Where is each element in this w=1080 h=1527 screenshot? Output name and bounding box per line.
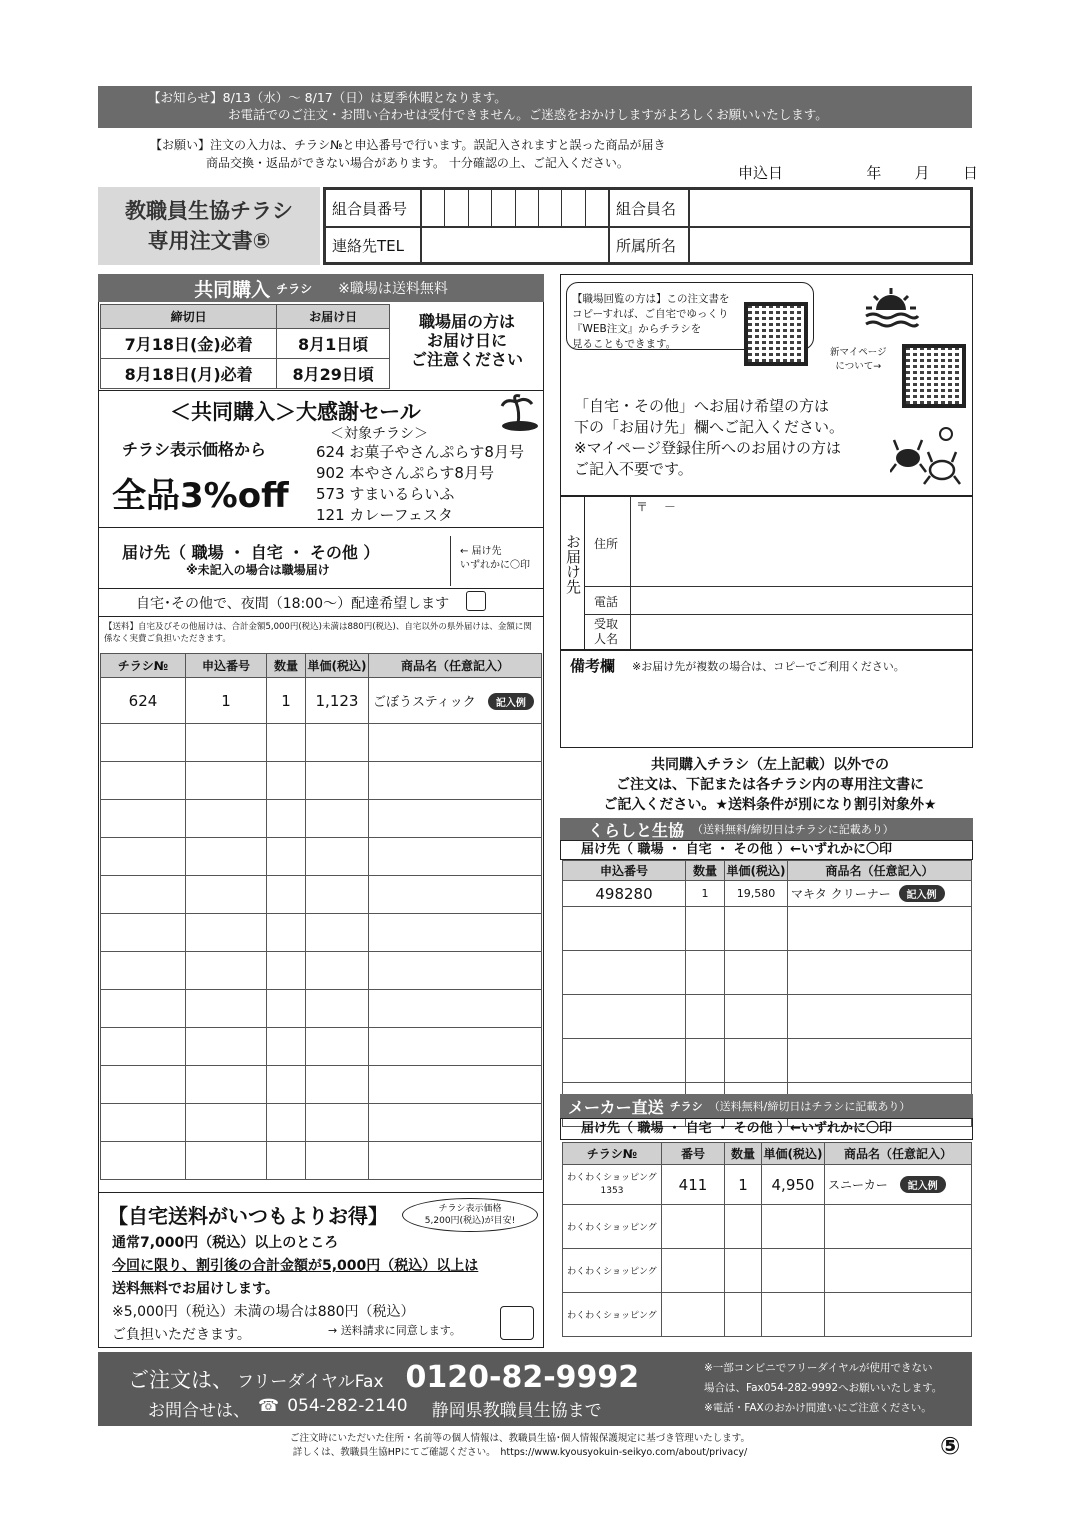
table-row[interactable] [101,838,542,876]
example-flyer: 624 [101,678,186,724]
divider [584,496,585,650]
shipping-note: 【送料】自宅及びその他届けは、合計金額5,000円(税込)未満は880円(税込)、自宅以外の県外届けは、金額に関係なく実費ご負担いただきます。 [104,622,532,644]
web-qr-code-icon[interactable] [744,302,808,366]
maker-header-small: チラシ [669,1100,703,1113]
office-label: 所属所名 [609,227,689,263]
table-row[interactable] [101,1104,542,1142]
joint-header-title: 共同購入 [194,278,271,301]
divider [98,1192,544,1193]
address-side-label: お届け先 [564,534,582,594]
col-flyer: チラシ№ [563,1143,662,1165]
table-row[interactable] [563,1293,972,1337]
joint-dest-note: ※未記入の場合は職場届け [186,563,330,577]
web-line-4: 見ることもできます。 [572,338,677,350]
delivery-col: お届け日 [277,305,390,329]
agree-checkbox[interactable] [500,1306,534,1340]
deadline-col: 締切日 [101,305,277,329]
home-note-3: ※マイページ登録住所へのお届けの方は [574,439,841,457]
home-line-3: 送料無料でお届けします。 [112,1281,279,1297]
apply-date-day[interactable]: 日 [962,164,978,182]
home-line-4: ※5,000円（税込）未満の場合は880円（税込） [112,1304,415,1320]
col-qty: 数量 [267,654,306,678]
dest-arrow-1: ← 届け先 [460,546,502,557]
form-title-line-1: 教職員生協チラシ [125,199,293,223]
joint-dest-label[interactable]: 届け先（ 職場 ・ 自宅 ・ その他 ） [122,543,380,562]
table-row[interactable] [101,724,542,762]
remarks-note: ※お届け先が複数の場合は、コピーでご利用ください。 [632,660,905,673]
col-qty: 数量 [686,861,725,881]
notice-line-1: 【お知らせ】8/13（水）～ 8/17（日）は夏季休暇となります。 [148,90,507,105]
col-price: 単価(税込) [306,654,369,678]
divider [98,616,544,617]
maker-flyer-cell: わくわくショッピング [563,1249,662,1293]
remarks-label: 備考欄 [570,657,616,675]
maker-header-title: メーカー直送 [568,1097,664,1117]
workplace-note-1: 職場届の方は [418,312,515,331]
crab-icon [890,426,966,490]
table-row[interactable] [101,1028,542,1066]
page-number: ⑤ [940,1432,961,1460]
maker-dest[interactable]: 届け先（ 職場 ・ 自宅 ・ その他 ）←いずれかに〇印 [560,1118,973,1140]
table-row [563,1165,972,1205]
home-note-1: 「自宅・その他」へお届け希望の方は [574,397,830,415]
fax-number[interactable]: 0120-82-9992 [405,1360,640,1395]
deadline-row-2: 8月18日(月)必着 [101,359,277,389]
notice-bar [98,86,972,128]
maker-example-badge: 記入例 [900,1176,946,1193]
table-row[interactable] [101,800,542,838]
target-item: 121 カレーフェスタ [316,506,453,524]
home-shipping-title: 【自宅送料がいつもよりお得】 [108,1204,388,1228]
fax-label: フリーダイヤルFax [237,1372,384,1392]
table-row[interactable] [101,952,542,990]
maker-header-note: （送料無料/締切日はチラシに記載あり） [708,1100,911,1113]
target-item: 902 本やさんぷらす8月号 [316,464,494,482]
deadline-table [100,304,390,389]
member-name-label: 組合員名 [609,189,689,227]
recipient-tel-input[interactable] [631,587,973,613]
footer-order [128,1360,639,1395]
postal-label[interactable]: 〒 － [636,500,676,514]
addr-label: 住所 [594,537,619,551]
kurashi-header [560,818,973,840]
target-label: ＜対象チラシ＞ [330,426,428,442]
maker-header [560,1094,973,1118]
target-list [316,442,524,526]
kurashi-order-table [562,860,972,1127]
footer-notes [704,1358,942,1418]
kurashi-example-price: 19,580 [725,881,788,907]
addr-input[interactable] [631,510,973,586]
kurashi-example-qty: 1 [686,881,725,907]
apply-date-year[interactable]: 年 [866,164,882,182]
col-price: 単価(税込) [725,861,788,881]
web-line-3: 『WEB注文』からチラシを [572,323,702,335]
footer-bar [98,1352,972,1426]
table-row[interactable] [101,876,542,914]
recv-label: 受取人名 [594,617,619,646]
kurashi-example-name: マキタ クリーナー [791,887,891,901]
table-row[interactable] [563,907,972,951]
night-label: 自宅･その他で、夜間（18:00～）配達希望します [136,596,450,612]
example-apply: 1 [186,678,267,724]
other-orders-note [570,755,970,815]
table-row [563,881,972,907]
mypage-line-1: 新マイページ [830,347,887,358]
home-note [574,396,844,480]
privacy-line-2[interactable]: 詳しくは、教職員生協HPにてご確認ください。 https://www.kyousyokuin-seikyo.com/about/privacy/ [292,1447,748,1458]
night-checkbox[interactable] [466,591,486,611]
other-line-2: ご注文は、下記または各チラシ内の専用注文書に [616,777,924,793]
table-row[interactable] [563,1249,972,1293]
table-row[interactable] [563,1205,972,1249]
workplace-note [393,312,541,369]
col-no: 番号 [662,1143,725,1165]
maker-example-flyer: わくわくショッピング [567,1172,657,1183]
mypage-qr-code-icon[interactable] [902,344,966,408]
target-item: 573 すまいるらいふ [316,485,455,503]
tel-label-2: 電話 [594,595,619,609]
col-name: 商品名（任意記入） [369,654,542,678]
maker-example-no: 411 [662,1165,725,1205]
web-line-2: コピーすれば、ご自宅でゆっくり [572,308,729,320]
inquiry-label: お問合せは、 [148,1401,250,1421]
dest-arrow [460,545,530,573]
workplace-note-3: ご注意ください [410,350,523,369]
maker-flyer-cell: わくわくショッピング [563,1205,662,1249]
table-row[interactable] [101,990,542,1028]
order-label: ご注文は、 [128,1368,233,1392]
recipient-name-input[interactable] [631,615,973,649]
kurashi-example-badge: 記入例 [899,885,945,902]
member-number-label: 組合員番号 [325,189,421,227]
home-line-1: 通常7,000円（税込）以上のところ [112,1235,339,1251]
home-note-2: 下の「お届け先」欄へご記入ください。 [574,418,845,436]
footer-note-3: ※電話・FAXのおかけ間違いにご注意ください。 [704,1402,932,1414]
joint-header-note: ※職場は送料無料 [338,281,448,297]
sale-from: チラシ表示価格から [122,440,267,459]
col-price: 単価(税込) [762,1143,825,1165]
joint-order-table [100,653,542,1180]
maker-flyer-cell: わくわくショッピング [563,1293,662,1337]
apply-date-month[interactable]: 月 [914,164,930,182]
footer-note-2: 場合は、Fax054-282-9992へお願いいたします。 [704,1382,943,1394]
maker-example-qty: 1 [725,1165,762,1205]
tel-number[interactable]: 054-282-2140 [287,1396,408,1416]
palm-island-icon [498,394,540,434]
bubble-line-1: チラシ表示価格 [438,1204,502,1214]
web-order-text [572,292,730,352]
request-line-1: 【お願い】注文の入力は、チラシ№と申込番号で行います。誤記入されますと誤った商品が届き [150,138,666,152]
sunset-sea-icon [862,284,920,334]
apply-date-label: 申込日 [738,164,784,182]
table-row[interactable] [101,762,542,800]
col-qty: 数量 [725,1143,762,1165]
kurashi-dest[interactable]: 届け先（ 職場 ・ 自宅 ・ その他 ）←いずれかに〇印 [560,840,973,860]
privacy-note [200,1432,840,1460]
maker-example-name: スニーカー [828,1178,888,1192]
privacy-line-1: ご注文時にいただいた住所・名前等の個人情報は、教職員生協･個人情報保護規定に基づき管理いたします。 [290,1433,750,1444]
delivery-row-1: 8月1日頃 [277,329,390,359]
home-line-2: 今回に限り、割引後の合計金額が5,000円（税込）以上は [112,1258,479,1274]
form-title-line-2: 専用注文書⑤ [147,229,271,253]
form-title [98,187,320,265]
example-price: 1,123 [306,678,369,724]
org-name: 静岡県教職員生協まで [431,1401,602,1421]
table-row[interactable] [101,1142,542,1180]
table-row[interactable] [101,914,542,952]
kurashi-header-note: （送料無料/締切日はチラシに記載あり） [692,823,894,836]
office-input[interactable] [689,227,971,263]
member-info-table [323,187,973,265]
agree-label: → 送料請求に同意します。 [328,1324,461,1337]
footer-note-1: ※一部コンビニでフリーダイヤルが使用できない [704,1362,933,1374]
maker-order-table [562,1142,972,1337]
footer-inquiry [148,1396,602,1421]
phone-icon: ☎ [258,1396,280,1416]
sale-discount: 全品3%off [112,476,289,516]
request-line-2: 商品交換・返品ができない場合があります。 十分確認の上、ご記入ください。 [206,156,629,170]
example-name: ごぼうスティック [373,695,476,710]
apply-date [738,162,978,183]
col-flyer: チラシ№ [101,654,186,678]
joint-header [98,274,544,302]
joint-header-small: チラシ [276,281,313,296]
maker-example-price: 4,950 [762,1165,825,1205]
other-line-1: 共同購入チラシ（左上記載）以外での [651,757,889,773]
mypage-text [830,346,887,374]
example-badge: 記入例 [488,693,534,710]
tel-label: 連絡先TEL [325,227,421,263]
tel-input[interactable] [421,227,609,263]
table-row[interactable] [563,995,972,1039]
col-name: 商品名（任意記入） [788,861,972,881]
divider [98,527,544,528]
web-line-1: 【職場回覧の方は】この注文書を [572,293,730,305]
col-apply: 申込番号 [186,654,267,678]
divider [98,390,544,391]
table-row[interactable] [101,1066,542,1104]
table-row[interactable] [563,951,972,995]
example-qty: 1 [267,678,306,724]
delivery-row-2: 8月29日頃 [277,359,390,389]
kurashi-header-title: くらしと生協 [588,820,685,840]
table-row[interactable] [563,1039,972,1083]
notice-line-2: お電話でのご注文・お問い合わせは受付できません。ご迷惑をおかけしますがよろしくお願いいたします。 [228,107,828,122]
home-line-5: ご負担いただきます。 [112,1327,251,1343]
target-item: 624 お菓子やさんぷらす8月号 [316,443,524,461]
sale-title: ＜共同購入＞大感謝セール [170,400,421,424]
price-bubble [402,1198,538,1232]
col-apply: 申込番号 [563,861,686,881]
dest-arrow-2: いずれかに〇印 [460,560,530,571]
col-name: 商品名（任意記入） [825,1143,972,1165]
member-name-input[interactable] [689,189,971,227]
divider [98,588,544,589]
maker-example-flyer-no: 1353 [600,1185,624,1196]
divider [450,536,451,586]
other-line-3: ご記入ください。★送料条件が別になり割引対象外★ [603,797,937,813]
table-row [101,678,542,724]
deadline-row-1: 7月18日(金)必着 [101,329,277,359]
member-number-input[interactable] [421,189,609,227]
mypage-line-2: について→ [835,361,882,372]
kurashi-example-apply: 498280 [563,881,686,907]
bubble-line-2: 5,200円(税込)が目安! [424,1216,516,1226]
home-note-4: ご記入不要です。 [574,460,693,478]
workplace-note-2: お届け日に [426,331,507,350]
